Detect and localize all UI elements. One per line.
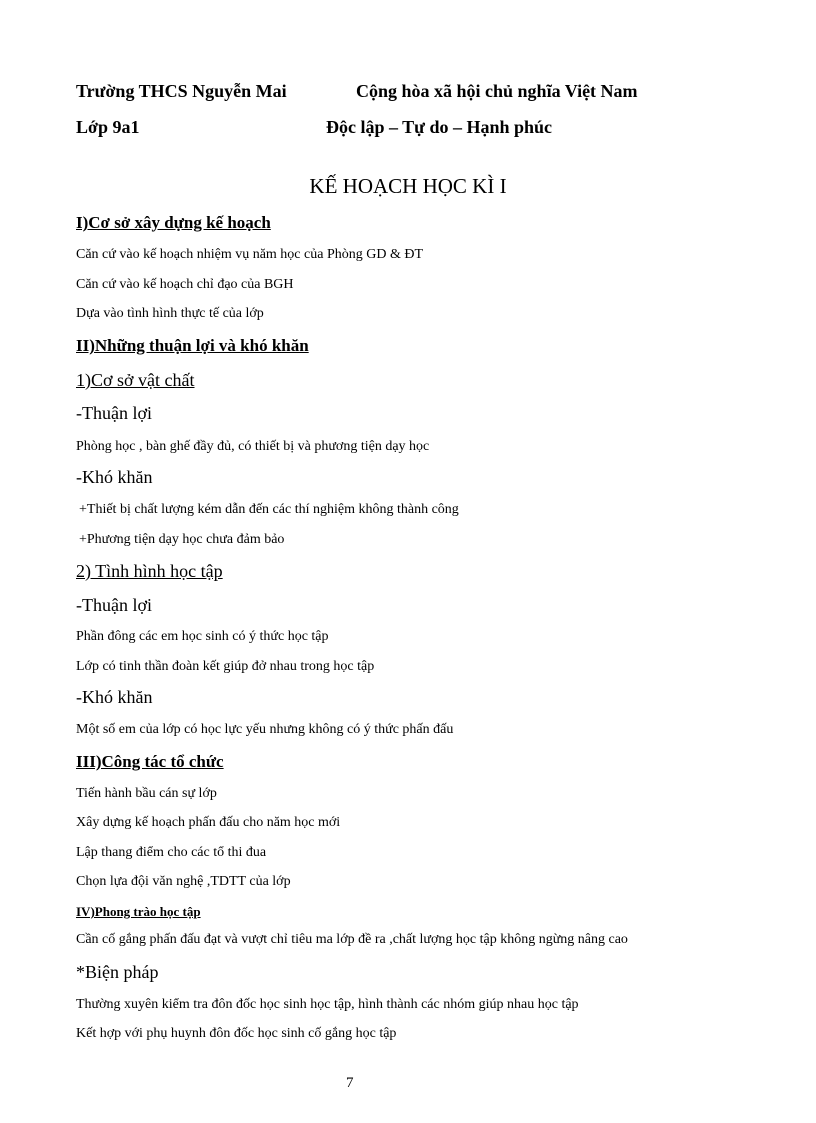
paragraph-line: Căn cứ vào kế hoạch chỉ đạo của BGH — [76, 277, 294, 292]
difficulties-label: -Khó khăn — [76, 687, 153, 707]
section-4-heading: IV)Phong trào học tập — [76, 904, 201, 919]
subsection-facilities-heading: 1)Cơ sở vật chất — [76, 370, 195, 390]
document-title: KẾ HOẠCH HỌC KÌ I — [309, 174, 507, 198]
paragraph-line: Dựa vào tình hình thực tế của lớp — [76, 306, 264, 321]
section-2-heading: II)Những thuận lợi và khó khăn — [76, 336, 309, 355]
paragraph-line: Cần cố gắng phấn đấu đạt và vượt chỉ tiêu ma lớp đề ra ,chất lượng học tập không ngừng nâng cao — [76, 932, 628, 947]
paragraph-line: +Thiết bị chất lượng kém dẫn đến các thí nghiệm không thành công — [79, 502, 459, 517]
section-1-heading: I)Cơ sở xây dựng kế hoạch — [76, 213, 271, 232]
class-name: Lớp 9a1 — [76, 117, 140, 137]
advantages-label: -Thuận lợi — [76, 595, 152, 615]
paragraph-line: Căn cứ vào kế hoạch nhiệm vụ năm học của Phòng GD & ĐT — [76, 247, 424, 262]
nation-name: Cộng hòa xã hội chủ nghĩa Việt Nam — [356, 81, 638, 101]
page-number: 7 — [346, 1075, 354, 1091]
paragraph-line: Kết hợp với phụ huynh đôn đốc học sinh cố gắng học tập — [76, 1026, 397, 1041]
section-3-heading: III)Công tác tổ chức — [76, 752, 224, 771]
paragraph-line: Một số em của lớp có học lực yếu nhưng không có ý thức phấn đấu — [76, 722, 454, 737]
paragraph-line: Xây dựng kế hoạch phấn đấu cho năm học mới — [76, 815, 341, 830]
advantages-label: -Thuận lợi — [76, 403, 152, 423]
paragraph-line: Phòng học , bàn ghế đầy đủ, có thiết bị và phương tiện dạy học — [76, 439, 430, 454]
paragraph-line: Tiến hành bầu cán sự lớp — [76, 786, 217, 801]
school-name: Trường THCS Nguyễn Mai — [76, 81, 287, 101]
difficulties-label: -Khó khăn — [76, 467, 153, 487]
measures-label: *Biện pháp — [76, 962, 159, 982]
paragraph-line: Lập thang điểm cho các tổ thi đua — [76, 845, 267, 860]
subsection-study-heading: 2) Tình hình học tập — [76, 561, 223, 581]
national-motto: Độc lập – Tự do – Hạnh phúc — [326, 117, 553, 137]
paragraph-line: Chọn lựa đội văn nghệ ,TDTT của lớp — [76, 874, 291, 889]
paragraph-line: Phần đông các em học sinh có ý thức học tập — [76, 629, 329, 644]
paragraph-line: Lớp có tinh thần đoàn kết giúp đở nhau trong học tập — [76, 659, 375, 674]
paragraph-line: +Phương tiện dạy học chưa đảm bảo — [79, 532, 285, 547]
paragraph-line: Thường xuyên kiểm tra đôn đốc học sinh học tập, hình thành các nhóm giúp nhau học tập — [76, 997, 579, 1012]
